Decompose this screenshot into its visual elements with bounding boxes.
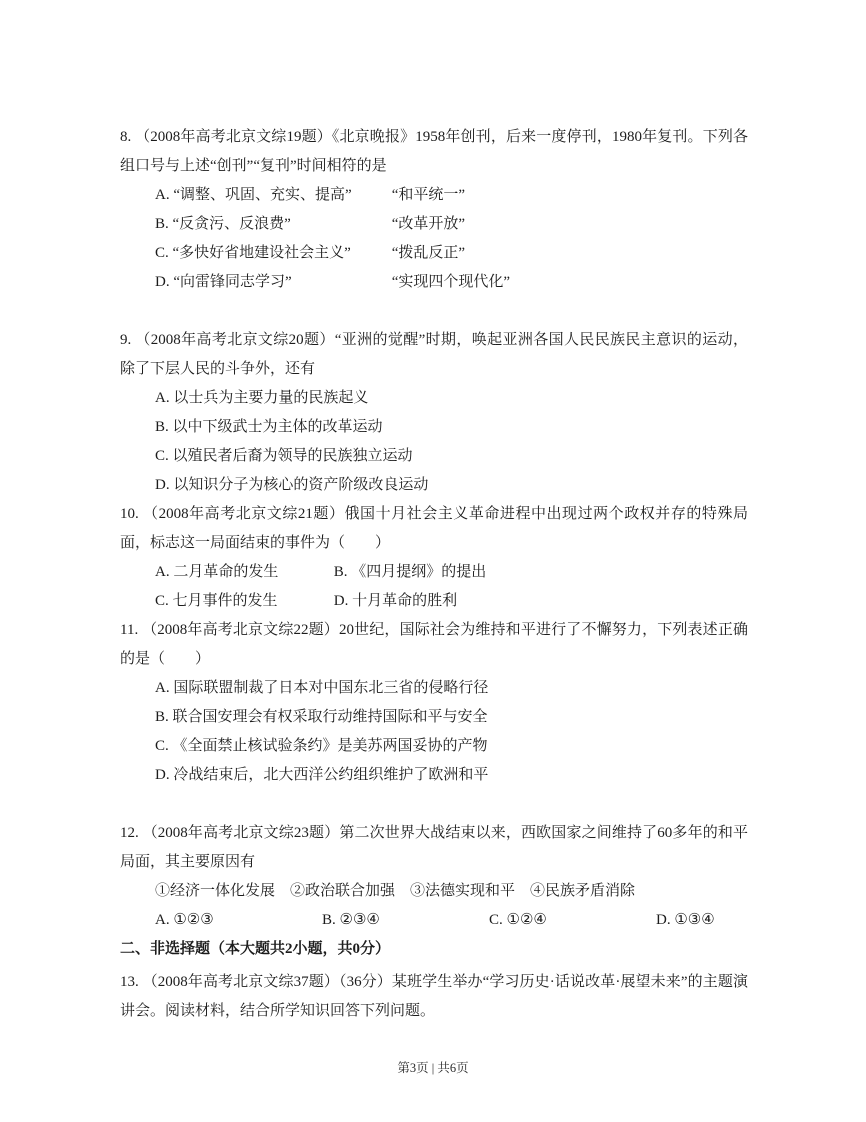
question-8-option-c [155,239,748,268]
option-pair-text: “实现四个现代化” [391,274,511,290]
question-11-stem: 11. （2008年高考北京文综22题）20世纪，国际社会为维持和平进行了不懈努力，下列表述正确的是（ ） [120,622,748,667]
question-9-options [120,384,748,500]
page-footer: 第3页 | 共6页 [397,1061,469,1075]
question-8-options [120,181,748,297]
question-9-option-a: A. 以士兵为主要力量的民族起义 [155,390,369,406]
option-pair-text: “改革开放” [391,216,466,232]
question-9-stem: 9. （2008年高考北京文综20题）“亚洲的觉醒”时期，唤起亚洲各国人民民族民主意识的运动，除了下层人民的斗争外，还有 [120,332,748,377]
question-11-option-c: C. 《全面禁止核试验条约》是美苏两国妥协的产物 [155,738,488,754]
option-pair-text: “拨乱反正” [391,245,466,261]
option-text: A. 二月革命的发生 [155,564,279,580]
option-pair-text: “和平统一” [391,187,466,203]
question-8-option-a [155,181,748,210]
question-10-stem: 10. （2008年高考北京文综21题）俄国十月社会主义革命进程中出现过两个政权并存的特殊局面，标志这一局面结束的事件为（ ） [120,506,748,551]
question-9 [120,326,748,500]
question-12-numbered-items: ①经济一体化发展 ②政治联合加强 ③法德实现和平 ④民族矛盾消除 [155,883,636,899]
question-10-options-row-2 [155,587,748,616]
section-header-non-choice: 二、非选择题（本大题共2小题，共0分） [120,941,391,957]
question-12-option-a: A. ①②③ [155,912,214,928]
question-12 [120,819,748,935]
option-text: A. “调整、巩固、充实、提高” [155,187,352,203]
document-content [120,123,748,1026]
question-8-stem: 8. （2008年高考北京文综19题）《北京晚报》1958年创刊，后来一度停刊，1980年复刊。下列各组口号与上述“创刊”“复刊”时间相符的是 [120,129,748,174]
question-9-option-b: B. 以中下级武士为主体的改革运动 [155,419,383,435]
question-9-option-d: D. 以知识分子为核心的资产阶级改良运动 [155,477,429,493]
question-11-options [120,674,748,790]
question-11 [120,616,748,790]
question-9-option-c: C. 以殖民者后裔为领导的民族独立运动 [155,448,413,464]
question-12-option-b: B. ②③④ [322,912,380,928]
option-text: D. “向雷锋同志学习” [155,274,292,290]
question-12-option-d: D. ①③④ [656,912,715,928]
question-8 [120,123,748,297]
question-12-stem: 12. （2008年高考北京文综23题）第二次世界大战结束以来，西欧国家之间维持了60多年的和平局面，其主要原因有 [120,825,748,870]
question-10 [120,500,748,616]
option-text: C. 七月事件的发生 [155,593,278,609]
question-8-option-b [155,210,748,239]
question-12-options [120,906,748,935]
question-11-option-d: D. 冷战结束后，北大西洋公约组织维护了欧洲和平 [155,767,489,783]
question-10-options-row-1 [155,558,748,587]
question-13 [120,968,748,1026]
option-text: B. 《四月提纲》的提出 [333,564,487,580]
question-8-option-d [155,268,748,297]
option-text: C. “多快好省地建设社会主义” [155,245,351,261]
question-12-option-c: C. ①②④ [489,912,547,928]
question-11-option-b: B. 联合国安理会有权采取行动维持国际和平与安全 [155,709,488,725]
option-text: D. 十月革命的胜利 [333,593,458,609]
question-13-stem: 13. （2008年高考北京文综37题）（36分）某班学生举办“学习历史·话说改革·展望未来”的主题演讲会。阅读材料，结合所学知识回答下列问题。 [120,974,748,1019]
option-text: B. “反贪污、反浪费” [155,216,291,232]
question-11-option-a: A. 国际联盟制裁了日本对中国东北三省的侵略行径 [155,680,489,696]
question-10-options [120,558,748,616]
